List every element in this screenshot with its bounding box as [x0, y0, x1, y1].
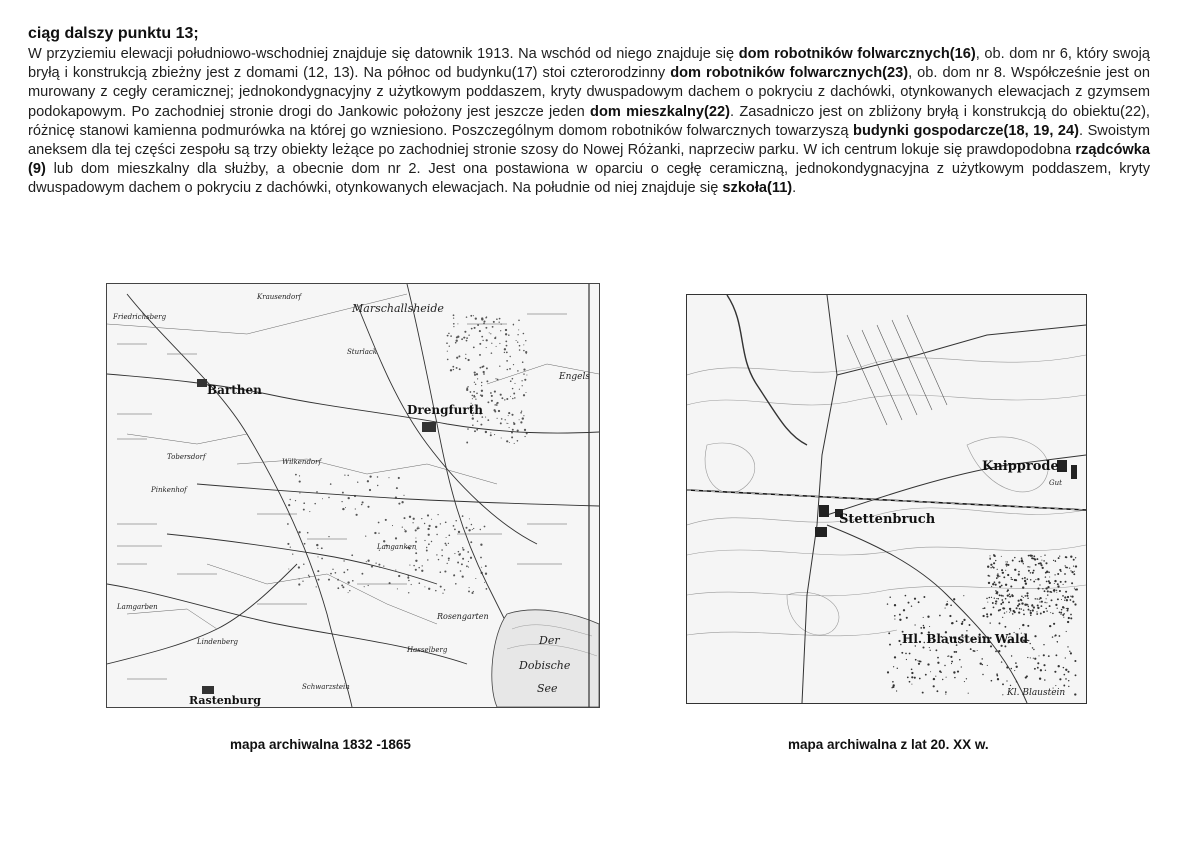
- bold-term: budynki gospodarcze(18, 19, 24): [853, 122, 1080, 139]
- map-label-kl-blaustein: Kl. Blaustein: [1007, 688, 1066, 698]
- map-label-marschallsheide: Marschallsheide: [352, 302, 444, 315]
- archival-map-1920s: [686, 294, 1087, 704]
- map-label-der: Der: [539, 634, 560, 647]
- map-label-gut: Gut: [1049, 479, 1062, 487]
- map-label-stettenbruch: Stettenbruch: [839, 512, 936, 527]
- bold-term: dom mieszkalny(22): [590, 103, 730, 120]
- archival-map-1832-1865: [106, 283, 600, 708]
- paragraph-text: , ob. dom nr 6, który swoją bryłą i konstrukcją zbieżny jest z domami (12, 13). Na północ od budynku(17) stoi czterorodzinny: [28, 46, 1150, 82]
- map-label-friedrichsberg: Friedrichsberg: [113, 313, 167, 321]
- map-label-sturlack: Sturlack: [347, 348, 378, 356]
- caption-left-map: mapa archiwalna 1832 -1865: [230, 737, 411, 752]
- map-label-engels: Engels: [559, 372, 590, 382]
- description-paragraph: [28, 45, 1150, 199]
- bold-term: dom robotników folwarcznych(16): [738, 46, 976, 62]
- paragraph-text: W przyziemiu elewacji południowo-wschodniej znajduje się datownik 1913. Na wschód od niego znajduje się: [28, 46, 739, 62]
- map-label-lindenberg: Lindenberg: [197, 638, 238, 646]
- bold-term: dom robotników folwarcznych(23): [670, 65, 909, 82]
- map-label-pinkenhof: Pinkenhof: [151, 486, 187, 494]
- paragraph-text: lub dom mieszkalny dla służby, a obecnie dom nr 2. Jest ona postawiona w oparciu o cegłę ceramiczną, jednokondygnacyjna z użytkowym poddaszem, kryty dwuspadowym dachem o pokryciu z dachówki, otynkowanych elewacjach. Na południe od niej znajduje się: [28, 161, 1150, 197]
- bold-term: szkoła(11): [722, 180, 793, 197]
- map-label-rosengarten: Rosengarten: [437, 612, 489, 621]
- map-label-lamgarben: Lamgarben: [117, 603, 158, 611]
- paragraph-text: .: [792, 180, 797, 197]
- map-label-krausendorf: Krausendorf: [257, 293, 302, 301]
- map-label-tobersdorf: Tobersdorf: [167, 453, 206, 461]
- caption-right-map: mapa archiwalna z lat 20. XX w.: [788, 737, 989, 752]
- map-label-knipprode: Knipprode: [982, 459, 1059, 474]
- map-label-langanken: Langanken: [377, 543, 417, 551]
- map-label-barthen: Barthen: [207, 383, 262, 397]
- map-label-drengfurth: Drengfurth: [407, 403, 483, 417]
- map-label-rastenburg: Rastenburg: [189, 694, 261, 707]
- map-label-see: See: [537, 682, 558, 695]
- page-heading: ciąg dalszy punktu 13;: [28, 25, 199, 42]
- paragraph-text: . Swoistym aneksem dla tej części zespołu są trzy obiekty leżące po zachodniej stronie szosy do Nowej Różanki, naprzeciw parku. W ich centrum lokuje się prawdopodobna: [28, 122, 1151, 159]
- map-label-hasselberg: Hasselberg: [407, 646, 448, 654]
- map-label-schwarzstein: Schwarzstein: [302, 683, 350, 691]
- map-label-dobische: Dobische: [519, 659, 571, 672]
- paragraph-text: , ob. dom nr 8. Współcześnie jest on murowany z cegły ceramicznej; jednokondygnacyjny z użytkowym poddaszem, kryty dwuspadowym dachem o pokryciu z dachówki, otynkowanych elewacjach z gzymsem podokapowym. Po zachodniej stronie drogi do Jankowic położony jest jeszcze jeden: [28, 65, 1151, 120]
- archival-map-left-drawing: [107, 284, 599, 707]
- archival-map-right-drawing: [687, 295, 1086, 703]
- bold-term: rządcówka (9): [28, 142, 1150, 178]
- map-label-wilkendorf: Wilkendorf: [282, 458, 322, 466]
- paragraph-text: . Zasadniczo jest on zbliżony bryłą i konstrukcją do obiektu(22), różnicę stanowi kamienna podmurówka na której go wzniesiono. Poszczególnym domom robotników folwarcznych towarzyszą: [28, 103, 1150, 139]
- map-label-blaustein-wald: Hl. Blaustein Wald: [902, 632, 1029, 646]
